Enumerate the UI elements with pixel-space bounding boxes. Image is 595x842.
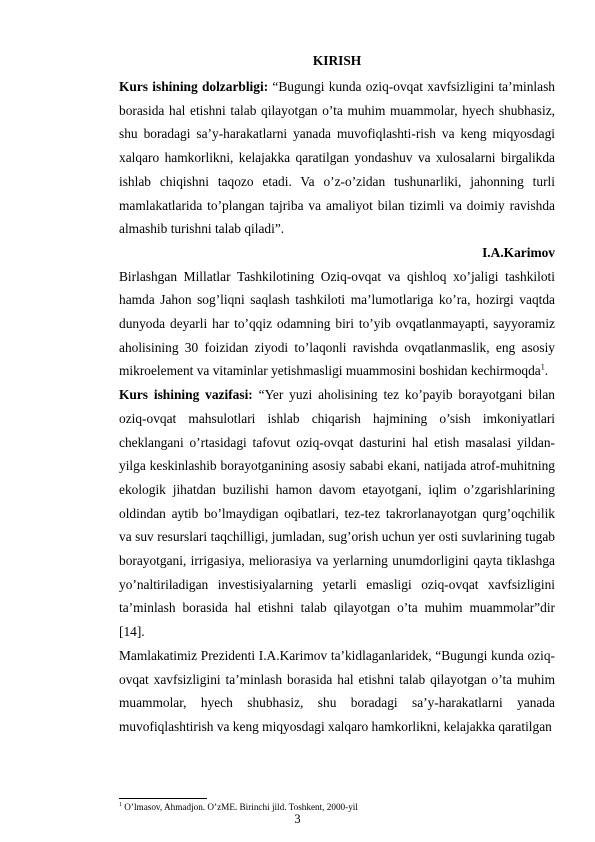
- fao-who-text: Birlashgan Millatlar Tashkilotining Oziq-ovqat va qishloq xo’jaligi tashkiloti hamda Jahon sog’liqni saqlash tashkiloti ma’lumotlariga ko’ra, hozirgi vaqtda dunyoda deyarli har to’qqiz odamning biri to’yib ovqatlanmayapti, sayyoramiz aholisining 30 foizidan ziyodi to’laqonli ravishda ovqatlanmaslik, eng asosiy mikroelement va vitaminlar yetishmasligi muammosini boshidan kechirmoqda: [119, 268, 555, 379]
- task-text: “Yer yuzi aholisining tez ko’payib borayotgani bilan oziq-ovqat mahsulotlari ishlab chiqarish hajmining o’sish imkoniyatlari cheklangani o’rtasidagi tafovut oziq-ovqat dasturini hal etish masalasi yildan-yilga keskinlashib borayotganining asosiy sababi ekani, natijada atrof-muhitning ekologik jihatdan buzilishi hamon davom etayotgani, iqlim o’zgarishlarining oldindan aytib bo’lmaydigan oqibatlari, tez-tez takrorlanayotgan qurg’oqchilik va suv resurslari taqchilligi, jumladan, sug’orish uchun yer osti suvlarining tugab borayotgani, irrigasiya, meliorasiya va yerlarning unumdorligini qayta tiklashga yo’naltiriladigan investisiyalarning yetarli emasligi oziq-ovqat xavfsizligini ta’minlash borasida hal etishni talab qilayotgan o’ta muhim muammolar”dir [14].: [119, 387, 555, 640]
- fao-who-end: .: [544, 363, 549, 379]
- section-heading: KIRISH: [312, 53, 362, 68]
- footnote-mark: 1: [119, 801, 122, 808]
- footnote-text: O’lmasov, Ahmadjon. O’zME. Birinchi jild. Toshkent, 2000-yil: [122, 802, 358, 812]
- footnote-divider: [119, 798, 207, 799]
- quote-author: I.A.Karimov: [482, 244, 555, 260]
- relevance-label: Kurs ishining dolzarbligi:: [119, 79, 269, 94]
- relevance-text: “Bugungi kunda oziq-ovqat xavfsizligini ta’minlash borasida hal etishni talab qilayotgan o’ta muhim muammolar, hyech shubhasiz, shu boradagi sa’y-harakatlarni yanada muvofiqlashti-rish va keng miqyosdagi xalqaro hamkorlikni, kelajakka qaratilgan yondashuv va xulosalarni birgalikda ishlab chiqishni taqozo etadi. Va o’z-o’zidan tushunarliki, jahonning turli mamlakatlarida to’plangan tajriba va amaliyot bilan tizimli va doimiy ravishda almashib turishni talab qiladi”.: [119, 79, 555, 237]
- footnote-ref[interactable]: 1: [540, 362, 545, 372]
- document-body: [119, 50, 555, 739]
- president-text: Mamlakatimiz Prezidenti I.A.Karimov ta’kidlaganlaridek, “Bugungi kunda oziq-ovqat xavfsizligini ta’minlash borasida hal etishni talab qilayotgan o’ta muhim muammolar, hyech shubhasiz, shu boradagi sa’y-harakatlarni yanada muvofiqlashtirish va keng miqyosdagi xalqaro hamkorlikni, kelajakka qaratilgan: [119, 647, 555, 734]
- task-label: Kurs ishining vazifasi:: [119, 387, 253, 403]
- paragraph-fao-who: [119, 265, 555, 384]
- paragraph-president: [119, 644, 555, 739]
- paragraph-task: [119, 383, 555, 644]
- paragraph-relevance: [119, 75, 555, 241]
- page-number: 3: [294, 812, 301, 826]
